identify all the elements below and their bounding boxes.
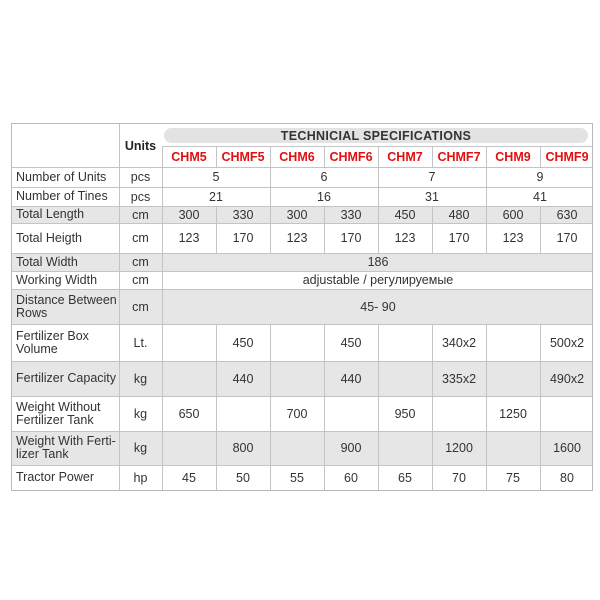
grid-line: [216, 146, 217, 167]
spec-value: [270, 431, 324, 465]
row-unit: cm: [132, 299, 149, 314]
spec-value: 31: [425, 189, 439, 204]
spec-value: 490x2: [549, 371, 585, 386]
row-label: Number of Tines: [16, 189, 108, 203]
grid-line: [486, 465, 487, 490]
model-name: CHM9: [495, 149, 531, 164]
spec-value: 440: [340, 371, 362, 386]
spec-value: [324, 396, 378, 431]
row-unit: cm: [132, 273, 149, 287]
spec-value: 16: [317, 189, 331, 204]
row-label: Working Width: [16, 272, 98, 287]
model-name: CHM6: [279, 149, 315, 164]
grid-line: [378, 167, 379, 187]
row-label: Fertilizer Capacity: [16, 371, 117, 385]
grid-line: [486, 396, 487, 431]
grid-line: [324, 465, 325, 490]
spec-value: 700: [286, 406, 308, 421]
row-unit: pcs: [130, 170, 151, 184]
grid-line: [270, 361, 271, 396]
grid-line: [12, 223, 592, 224]
spec-value: 330: [340, 207, 362, 222]
spec-value: 300: [178, 207, 200, 222]
row-unit: kg: [133, 371, 148, 386]
grid-line: [540, 146, 541, 167]
grid-line: [12, 253, 592, 254]
grid-line: [324, 396, 325, 431]
grid-line: [270, 396, 271, 431]
spec-value: 335x2: [441, 371, 477, 386]
model-name: CHM5: [171, 149, 207, 164]
spec-value: 65: [398, 470, 412, 485]
grid-line: [216, 206, 217, 223]
spec-value: 650: [178, 406, 200, 421]
spec-value: 55: [290, 470, 304, 485]
spec-value: 123: [394, 231, 416, 245]
spec-value: 45- 90: [360, 299, 396, 314]
spec-value: 300: [286, 207, 308, 222]
grid-line: [216, 223, 217, 253]
spec-value: 330: [232, 207, 254, 222]
grid-line: [324, 361, 325, 396]
spec-value: 9: [536, 170, 544, 184]
grid-line: [324, 223, 325, 253]
spec-value: 800: [232, 441, 254, 455]
spec-value: 900: [340, 441, 362, 455]
spec-value: [162, 361, 216, 396]
spec-value: [378, 361, 432, 396]
spec-value: 50: [236, 470, 250, 485]
grid-line: [324, 206, 325, 223]
grid-line: [486, 223, 487, 253]
spec-value: [378, 431, 432, 465]
grid-line: [378, 324, 379, 361]
spec-value: 1600: [553, 441, 581, 455]
spec-value: 950: [394, 406, 416, 421]
grid-line: [12, 361, 592, 362]
row-label: Weight With Ferti-lizer Tank: [16, 434, 116, 461]
grid-line: [12, 167, 592, 168]
grid-line: [270, 167, 271, 187]
spec-value: 170: [232, 231, 254, 245]
spec-value: 450: [232, 335, 254, 350]
spec-value: [162, 431, 216, 465]
spec-value: 170: [340, 231, 362, 245]
grid-line: [540, 361, 541, 396]
grid-line: [432, 146, 433, 167]
grid-line: [12, 289, 592, 290]
spec-value: 1250: [499, 406, 527, 421]
row-label: Weight Without Fertilizer Tank: [16, 399, 101, 427]
spec-value: 6: [320, 170, 328, 184]
spec-value: 480: [448, 207, 470, 222]
row-unit: cm: [132, 255, 149, 269]
row-label: Total Heigth: [16, 230, 83, 245]
spec-value: 60: [344, 470, 358, 485]
grid-line: [324, 431, 325, 465]
spec-table: [11, 123, 593, 491]
spec-value: [432, 396, 486, 431]
grid-line: [12, 187, 592, 188]
grid-line: [378, 396, 379, 431]
grid-line: [378, 223, 379, 253]
row-unit: kg: [133, 406, 148, 421]
grid-line: [12, 271, 592, 272]
grid-line: [486, 146, 487, 167]
spec-value: adjustable / регулируемые: [302, 273, 454, 287]
spec-value: 7: [428, 170, 436, 184]
grid-line: [378, 465, 379, 490]
spec-value: [270, 361, 324, 396]
grid-line: [486, 206, 487, 223]
spec-value: 440: [232, 371, 254, 386]
row-unit: Lt.: [133, 335, 148, 350]
grid-line: [12, 324, 592, 325]
spec-value: [162, 324, 216, 361]
grid-line: [540, 396, 541, 431]
grid-line: [540, 324, 541, 361]
spec-value: [540, 396, 594, 431]
units-header: Units: [124, 138, 157, 153]
spec-value: [486, 431, 540, 465]
spec-value: 45: [182, 470, 196, 485]
grid-line: [216, 324, 217, 361]
grid-line: [432, 465, 433, 490]
spec-value: [486, 361, 540, 396]
grid-line: [216, 465, 217, 490]
grid-line: [432, 431, 433, 465]
spec-value: 186: [367, 255, 389, 269]
model-name: CHM7: [387, 149, 423, 164]
spec-value: 500x2: [549, 335, 585, 350]
spec-value: 450: [340, 335, 362, 350]
spec-value: 170: [448, 231, 470, 245]
spec-value: 123: [286, 231, 308, 245]
spec-value: [216, 396, 270, 431]
grid-line: [432, 324, 433, 361]
spec-value: 170: [556, 231, 578, 245]
grid-line: [432, 361, 433, 396]
grid-line: [12, 396, 592, 397]
spec-value: 80: [560, 470, 574, 485]
model-name: CHMF9: [545, 149, 589, 164]
row-label: Fertilizer Box Volume: [16, 328, 89, 356]
row-label: Total Width: [16, 254, 78, 269]
grid-line: [216, 431, 217, 465]
row-unit: cm: [132, 207, 149, 222]
spec-value: 1200: [445, 441, 473, 455]
row-unit: hp: [133, 470, 148, 485]
grid-line: [540, 206, 541, 223]
grid-line: [486, 324, 487, 361]
grid-line: [378, 187, 379, 206]
row-label: Total Length: [16, 207, 85, 221]
grid-line: [486, 431, 487, 465]
spec-value: 21: [209, 189, 223, 204]
grid-line: [540, 465, 541, 490]
grid-line: [270, 465, 271, 490]
grid-line: [486, 361, 487, 396]
grid-line: [324, 146, 325, 167]
grid-line: [432, 396, 433, 431]
spec-value: 630: [556, 207, 578, 222]
grid-line: [270, 187, 271, 206]
model-name: CHMF7: [437, 149, 481, 164]
grid-line: [270, 206, 271, 223]
spec-value: 70: [452, 470, 466, 485]
grid-line: [119, 124, 120, 490]
grid-line: [324, 324, 325, 361]
grid-line: [270, 146, 271, 167]
spec-title: TECHNICIAL SPECIFICATIONS: [164, 128, 588, 143]
grid-line: [540, 431, 541, 465]
row-label: Tractor Power: [16, 470, 95, 484]
spec-value: 75: [506, 470, 520, 485]
spec-value: 5: [212, 170, 220, 184]
row-unit: kg: [133, 441, 148, 455]
spec-value: [486, 324, 540, 361]
grid-line: [162, 146, 163, 490]
model-name: CHMF5: [221, 149, 265, 164]
grid-line: [216, 396, 217, 431]
grid-line: [270, 223, 271, 253]
spec-value: 340x2: [441, 335, 477, 350]
grid-line: [216, 361, 217, 396]
grid-line: [486, 187, 487, 206]
grid-line: [486, 167, 487, 187]
grid-line: [270, 324, 271, 361]
spec-value: 600: [502, 207, 524, 222]
grid-line: [432, 223, 433, 253]
grid-line: [432, 206, 433, 223]
spec-value: 41: [533, 189, 547, 204]
spec-value: 123: [178, 231, 200, 245]
row-unit: pcs: [130, 189, 151, 204]
grid-line: [540, 223, 541, 253]
grid-line: [12, 431, 592, 432]
model-name: CHMF6: [329, 149, 373, 164]
grid-line: [270, 431, 271, 465]
grid-line: [378, 146, 379, 167]
grid-line: [378, 431, 379, 465]
grid-line: [162, 146, 592, 147]
grid-line: [12, 465, 592, 466]
grid-line: [378, 206, 379, 223]
spec-value: 450: [394, 207, 416, 222]
grid-line: [12, 206, 592, 207]
spec-value: [270, 324, 324, 361]
row-label: Distance Between Rows: [16, 292, 117, 320]
spec-value: 123: [502, 231, 524, 245]
spec-value: [378, 324, 432, 361]
grid-line: [378, 361, 379, 396]
row-label: Number of Units: [16, 169, 107, 184]
row-unit: cm: [132, 231, 149, 245]
